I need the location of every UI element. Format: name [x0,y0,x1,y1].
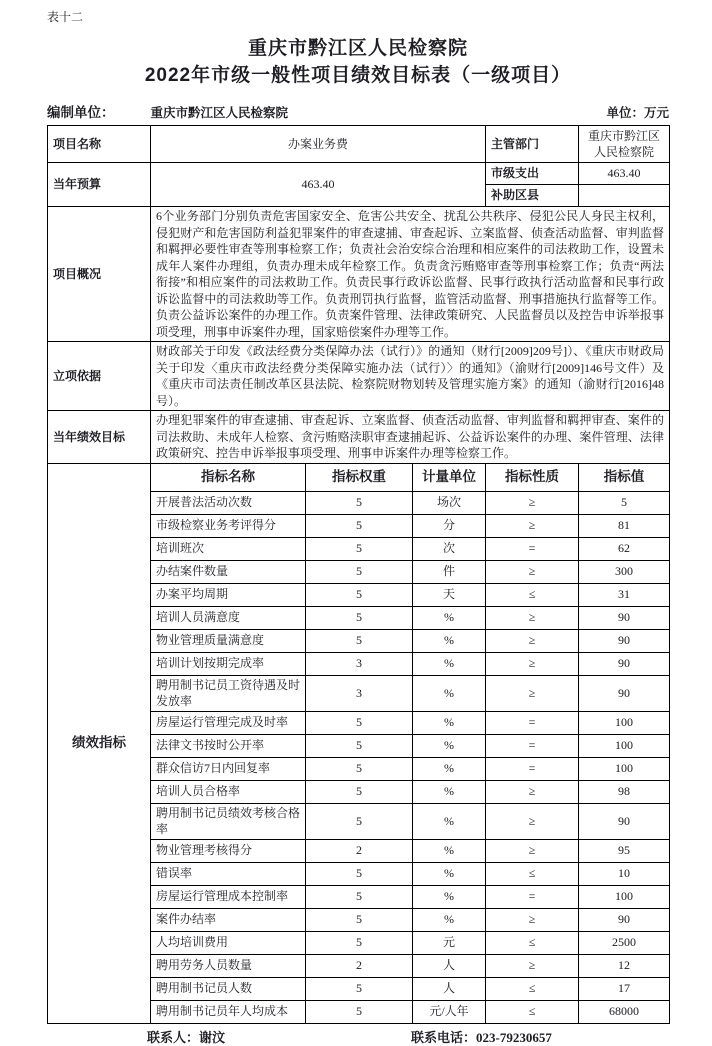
col-header-indicator-nature: 指标性质 [486,463,579,491]
measure-unit-cell: % [413,652,486,675]
indicator-value-cell: 90 [579,652,670,675]
indicator-weight-cell: 2 [306,839,413,862]
measure-unit-cell: % [413,803,486,839]
indicator-nature-cell: ≥ [486,491,579,514]
contact-name: 谢汶 [199,1029,226,1045]
measure-unit-cell: % [413,908,486,931]
measure-unit-cell: % [413,780,486,803]
indicator-nature-cell: ≥ [486,629,579,652]
indicator-value-cell: 81 [579,514,670,537]
indicator-name-cell: 培训人员合格率 [151,780,306,803]
indicator-value-cell: 17 [579,977,670,1000]
indicator-name-cell: 房屋运行管理成本控制率 [151,885,306,908]
indicator-nature-cell: = [486,711,579,734]
indicator-nature-cell: ≥ [486,675,579,711]
contact-phone [411,1027,552,1046]
measure-unit-cell: % [413,734,486,757]
indicator-name-cell: 聘用制书记员工资待遇及时发放率 [151,675,306,711]
project-name-label: 项目名称 [48,126,151,163]
city-expense-label: 市级支出 [486,163,579,185]
supervisor-label: 主管部门 [486,126,579,163]
goal-label: 当年绩效目标 [48,411,151,464]
indicator-weight-cell: 5 [306,514,413,537]
indicator-weight-cell: 5 [306,908,413,931]
indicator-name-cell: 物业管理考核得分 [151,839,306,862]
indicator-value-cell: 2500 [579,931,670,954]
measure-unit-cell: 分 [413,514,486,537]
phone-value: 023-79230657 [476,1029,552,1045]
indicator-nature-cell: ≤ [486,583,579,606]
measure-unit-cell: % [413,629,486,652]
indicator-weight-cell: 5 [306,931,413,954]
prepared-by-label: 编制单位： [47,105,115,120]
phone-label: 联系电话： [411,1029,477,1045]
indicator-weight-cell: 5 [306,734,413,757]
budget-value: 463.40 [151,163,486,207]
indicator-value-cell: 68000 [579,1000,670,1023]
indicator-name-cell: 培训人员满意度 [151,606,306,629]
performance-target-table [47,125,670,1024]
goal-row [48,411,670,464]
col-header-indicator-value: 指标值 [579,463,670,491]
measure-unit-cell: 元/人年 [413,1000,486,1023]
measure-unit-cell: % [413,885,486,908]
indicator-nature-cell: ≥ [486,560,579,583]
indicator-value-cell: 90 [579,803,670,839]
subsidy-label: 补助区县 [486,185,579,207]
indicator-weight-cell: 3 [306,652,413,675]
contact-label: 联系人： [147,1029,200,1045]
indicator-value-cell: 100 [579,711,670,734]
overview-text: 6个业务部门分别负责危害国家安全、危害公共安全、扰乱公共秩序、侵犯公民人身民主权利，侵犯财产和危害国防利益犯罪案件的审查逮捕、审查起诉、立案监督、侦查活动监督、审判监督和羁押必要性审查等刑事检察工作；负责社会治安综合治理和相应案件的司法救助工作，设置未成年人案件办理组，负责办理未成年检察工作。负责贪污贿赂审查等刑事检察工作；负责“两法衔接”和相应案件的司法救助工作。负责民事行政诉讼监督、民事行政执行活动监督和民事行政诉讼监督中的司法救助等工作。负责刑罚执行监督，监管活动监督、刑事措施执行监督等工作。负责公益诉讼案件的办理工作。负责案件管理、法律政策研究、人民监督员以及控告申诉举报事项受理，刑事申诉案件办理，国家赔偿案件办理等工作。 [151,207,670,342]
indicator-weight-cell: 5 [306,711,413,734]
measure-unit-cell: 元 [413,931,486,954]
indicator-nature-cell: ≥ [486,514,579,537]
indicator-name-cell: 聘用制书记员人数 [151,977,306,1000]
indicator-name-cell: 办案平均周期 [151,583,306,606]
overview-row [48,207,670,342]
measure-unit-cell: % [413,675,486,711]
measure-unit-cell: % [413,606,486,629]
indicator-value-cell: 31 [579,583,670,606]
indicator-nature-cell: ≥ [486,803,579,839]
indicator-name-cell: 开展普法活动次数 [151,491,306,514]
indicator-weight-cell: 3 [306,675,413,711]
document-title [47,35,669,89]
indicator-value-cell: 12 [579,954,670,977]
indicator-weight-cell: 5 [306,780,413,803]
indicator-nature-cell: ≤ [486,1000,579,1023]
indicator-nature-cell: = [486,734,579,757]
measure-unit-cell: % [413,711,486,734]
indicator-nature-cell: = [486,885,579,908]
indicator-value-cell: 100 [579,757,670,780]
measure-unit-cell: % [413,862,486,885]
indicator-weight-cell: 5 [306,537,413,560]
prepared-by [47,101,288,121]
indicator-nature-cell: ≥ [486,954,579,977]
indicator-name-cell: 办结案件数量 [151,560,306,583]
indicator-value-cell: 98 [579,780,670,803]
indicator-name-cell: 市级检察业务考评得分 [151,514,306,537]
indicator-weight-cell: 5 [306,560,413,583]
indicator-weight-cell: 5 [306,862,413,885]
document-content [47,8,669,1046]
indicator-name-cell: 培训计划按期完成率 [151,652,306,675]
col-header-indicator-name: 指标名称 [151,463,306,491]
indicator-name-cell: 聘用制书记员年人均成本 [151,1000,306,1023]
measure-unit-cell: 件 [413,560,486,583]
indicator-value-cell: 300 [579,560,670,583]
measure-unit-cell: % [413,757,486,780]
col-header-indicator-weight: 指标权重 [306,463,413,491]
indicator-name-cell: 房屋运行管理完成及时率 [151,711,306,734]
unit-label: 单位：万元 [606,106,669,120]
indicator-nature-cell: ≤ [486,862,579,885]
indicator-header-row [48,463,670,491]
indicator-nature-cell: ≥ [486,780,579,803]
supervisor-value: 重庆市黔江区人民检察院 [579,126,670,163]
indicator-value-cell: 90 [579,675,670,711]
footer-row [47,1027,669,1046]
indicator-weight-cell: 5 [306,803,413,839]
indicator-value-cell: 5 [579,491,670,514]
project-name-row [48,126,670,163]
measure-unit-cell: 场次 [413,491,486,514]
meta-row [47,101,669,121]
prepared-by-value: 重庆市黔江区人民检察院 [150,106,289,120]
indicator-value-cell: 90 [579,629,670,652]
indicator-weight-cell: 5 [306,757,413,780]
indicator-name-cell: 人均培训费用 [151,931,306,954]
indicator-nature-cell: ≥ [486,652,579,675]
title-line-2: 2022年市级一般性项目绩效目标表（一级项目） [144,65,572,86]
indicator-value-cell: 90 [579,908,670,931]
indicator-weight-cell: 5 [306,885,413,908]
indicator-name-cell: 物业管理质量满意度 [151,629,306,652]
indicator-value-cell: 62 [579,537,670,560]
indicator-nature-cell: ≥ [486,908,579,931]
indicator-nature-cell: = [486,537,579,560]
indicator-weight-cell: 5 [306,629,413,652]
indicator-nature-cell: ≤ [486,977,579,1000]
indicator-value-cell: 90 [579,606,670,629]
city-expense-value: 463.40 [579,163,670,185]
goal-text: 办理犯罪案件的审查逮捕、审查起诉、立案监督、侦查活动监督、审判监督和羁押审查、案件的司法救助、未成年人检察、贪污贿赂渎职审查逮捕起诉、公益诉讼案件的办理、案件管理、法律政策研究、控告申诉举报事项受理、刑事申诉案件办理等检察工作。 [151,411,670,464]
measure-unit-cell: 人 [413,977,486,1000]
indicator-nature-cell: ≥ [486,839,579,862]
indicator-name-cell: 案件办结率 [151,908,306,931]
measure-unit-cell: 天 [413,583,486,606]
indicator-nature-cell: = [486,757,579,780]
measure-unit-cell: 人 [413,954,486,977]
project-name-value: 办案业务费 [151,126,486,163]
table-number-tag: 表十二 [47,10,84,24]
measure-unit-cell: % [413,839,486,862]
budget-label: 当年预算 [48,163,151,207]
indicator-weight-cell: 5 [306,606,413,629]
indicator-value-cell: 95 [579,839,670,862]
indicator-name-cell: 聘用劳务人员数量 [151,954,306,977]
indicator-weight-cell: 5 [306,491,413,514]
measure-unit-cell: 次 [413,537,486,560]
col-header-measure-unit: 计量单位 [413,463,486,491]
budget-row-1 [48,163,670,185]
indicator-name-cell: 法律文书按时公开率 [151,734,306,757]
indicator-value-cell: 10 [579,862,670,885]
indicator-weight-cell: 5 [306,1000,413,1023]
basis-text: 财政部关于印发《政法经费分类保障办法（试行）》的通知（财行[2009]209号]）、《重庆市财政局关于印发〈重庆市政法经费分类保障实施办法（试行）〉的通知》（渝财行[2009]146号文件）及《重庆市司法责任制改革区县法院、检察院财物划转及管理实施方案》的通知（渝财行[2016]48号）。 [151,342,670,411]
indicator-value-cell: 100 [579,885,670,908]
overview-label: 项目概况 [48,207,151,342]
indicator-weight-cell: 2 [306,954,413,977]
contact-person [147,1027,225,1046]
subsidy-value [579,185,670,207]
basis-label: 立项依据 [48,342,151,411]
indicator-nature-cell: ≥ [486,606,579,629]
basis-row [48,342,670,411]
indicator-weight-cell: 5 [306,977,413,1000]
indicator-value-cell: 100 [579,734,670,757]
indicator-name-cell: 群众信访7日内回复率 [151,757,306,780]
indicator-name-cell: 培训班次 [151,537,306,560]
indicator-nature-cell: ≤ [486,931,579,954]
indicator-name-cell: 聘用制书记员绩效考核合格率 [151,803,306,839]
indicators-section-label: 绩效指标 [48,463,151,1023]
title-line-1: 重庆市黔江区人民检察院 [247,38,468,59]
indicator-name-cell: 错误率 [151,862,306,885]
indicator-weight-cell: 5 [306,583,413,606]
